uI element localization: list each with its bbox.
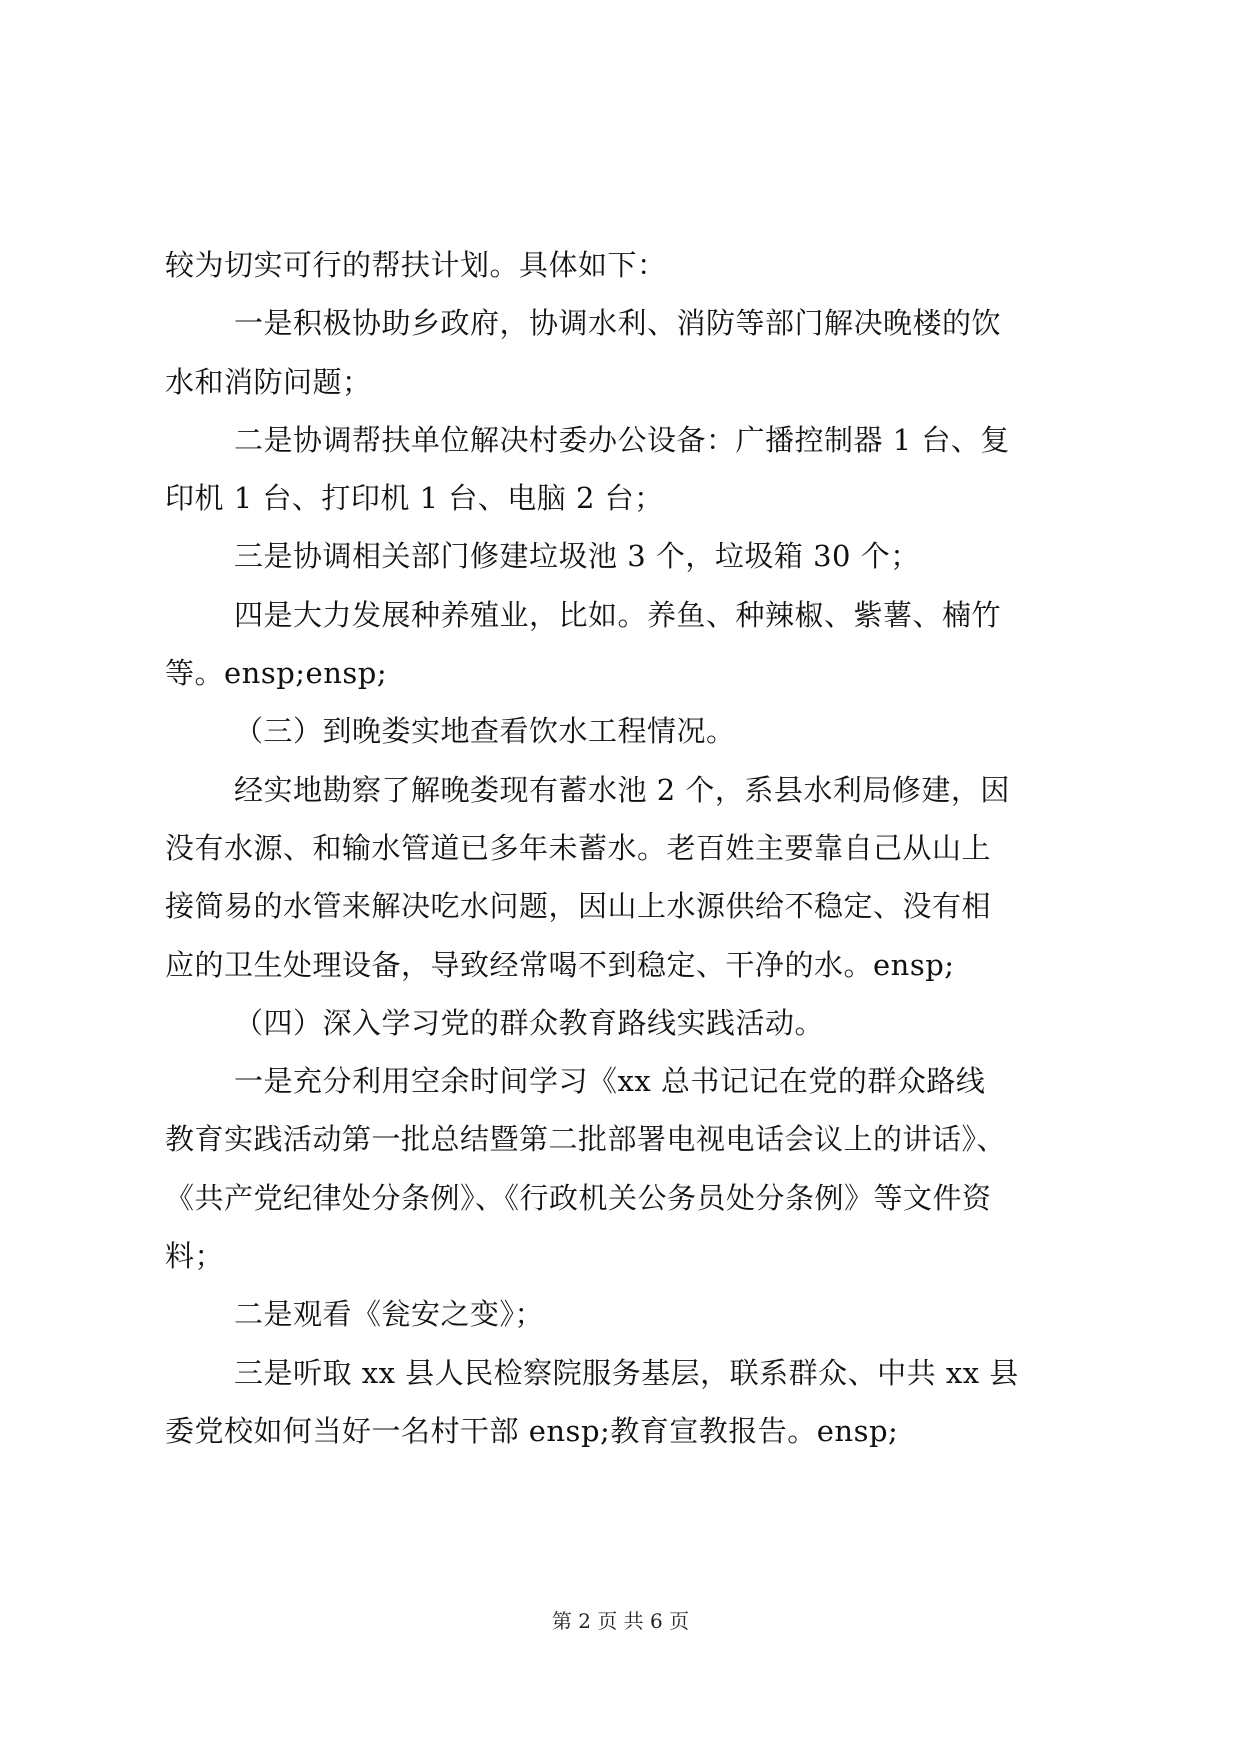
text-line-8: 等。ensp;ensp; bbox=[165, 656, 388, 691]
text-line-19: 二是观看《瓮安之变》； bbox=[234, 1297, 545, 1332]
text-line-16: 教育实践活动第一批总结暨第二批部署电视电话会议上的讲话》、 bbox=[165, 1122, 1007, 1157]
text-line-5: 印机 1 台、打印机 1 台、电脑 2 台； bbox=[165, 481, 664, 516]
document-body bbox=[165, 236, 1095, 1460]
text-line-11: 没有水源、和输水管道已多年未蓄水。老百姓主要靠自己从山上 bbox=[165, 830, 992, 865]
text-line-6: 三是协调相关部门修建垃圾池 3 个，垃圾箱 30 个； bbox=[234, 539, 920, 574]
text-line-17: 《共产党纪律处分条例》、《行政机关公务员处分条例》等文件资 bbox=[165, 1180, 992, 1215]
text-line-10: 经实地勘察了解晚娄现有蓄水池 2 个，系县水利局修建，因 bbox=[234, 772, 1010, 807]
text-line-21: 委党校如何当好一名村干部 ensp;教育宣教报告。ensp; bbox=[165, 1413, 899, 1448]
text-line-18: 料； bbox=[165, 1239, 225, 1274]
text-line-13: 应的卫生处理设备，导致经常喝不到稳定、干净的水。ensp; bbox=[165, 947, 955, 982]
section-heading-3: （三）到晚娄实地查看饮水工程情况。 bbox=[234, 714, 736, 749]
text-line-2: 一是积极协助乡政府，协调水利、消防等部门解决晚楼的饮 bbox=[234, 306, 1002, 341]
text-line-20: 三是听取 xx 县人民检察院服务基层，联系群众、中共 xx 县 bbox=[234, 1355, 1019, 1390]
text-line-3: 水和消防问题； bbox=[165, 364, 372, 399]
page-footer bbox=[0, 1606, 1241, 1636]
text-line-12: 接简易的水管来解决吃水问题，因山上水源供给不稳定、没有相 bbox=[165, 889, 992, 924]
page-number: 第 2 页 共 6 页 bbox=[551, 1609, 690, 1633]
text-line-7: 四是大力发展种养殖业，比如。养鱼、种辣椒、紫薯、楠竹 bbox=[234, 597, 1002, 632]
text-line-1: 较为切实可行的帮扶计划。具体如下： bbox=[165, 248, 667, 282]
section-heading-4: （四）深入学习党的群众教育路线实践活动。 bbox=[234, 1005, 825, 1040]
text-line-15: 一是充分利用空余时间学习《xx 总书记记在党的群众路线 bbox=[234, 1064, 986, 1099]
text-line-4: 二是协调帮扶单位解决村委办公设备：广播控制器 1 台、复 bbox=[234, 422, 1010, 457]
